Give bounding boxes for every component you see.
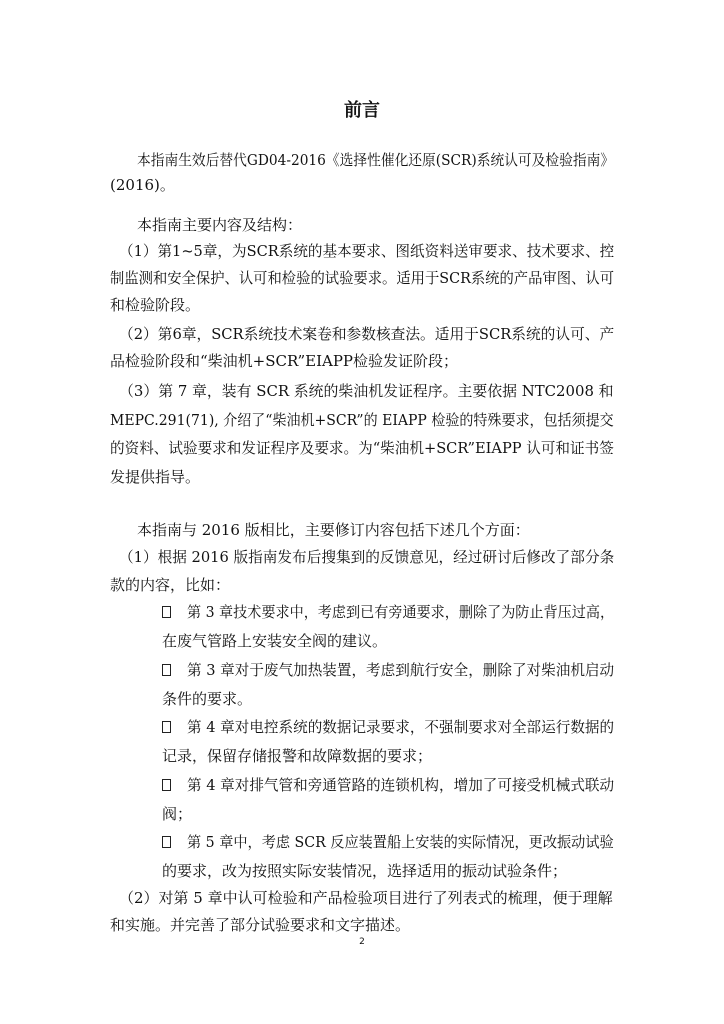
- structure-item-3-line-2: MEPC.291(71), 介绍了“柴油机+SCR”的 EIAPP 检验的特殊要求，包括须提交: [110, 411, 614, 429]
- structure-item-3-line-4: 发提供指导。: [110, 468, 201, 486]
- structure-item-2-line-2: 品检验阶段和“柴油机+SCR”EIAPP检验发证阶段；: [110, 352, 459, 370]
- revision-item-1-line-2: 款的内容，比如：: [110, 576, 231, 594]
- structure-item-1-line-1: （1）第1~5章，为SCR系统的基本要求、图纸资料送审要求、技术要求、控: [119, 242, 615, 260]
- bullet-1-line-2: 在废气管路上安装安全阀的建议。: [162, 632, 388, 650]
- revisions-heading: 本指南与 2016 版相比，主要修订内容包括下述几个方面：: [137, 521, 530, 539]
- structure-item-3-line-3: 的资料、试验要求和发证程序及要求。为“柴油机+SCR”EIAPP 认可和证书签: [110, 439, 614, 457]
- bullet-3-line-1: 第 4 章对电控系统的数据记录要求，不强制要求对全部运行数据的: [187, 718, 615, 736]
- structure-item-1-line-3: 和检验阶段。: [110, 296, 201, 314]
- bullet-5-line-2: 的要求，改为按照实际安装情况，选择适用的振动试验条件；: [162, 862, 568, 880]
- bullet-icon: [162, 721, 171, 733]
- bullet-5-line-1: 第 5 章中，考虑 SCR 反应装置船上安装的实际情况，更改振动试验: [187, 833, 614, 851]
- structure-item-3-line-1: （3）第 7 章，装有 SCR 系统的柴油机发证程序。主要依据 NTC2008 和: [119, 382, 614, 400]
- bullet-icon: [162, 664, 171, 676]
- bullet-4-line-1: 第 4 章对排气管和旁通管路的连锁机构，增加了可接受机械式联动: [187, 776, 615, 794]
- bullet-1-line-1: 第 3 章技术要求中，考虑到已有旁通要求，删除了为防止背压过高，: [187, 603, 615, 621]
- bullet-3-line-2: 记录，保留存储报警和故障数据的要求；: [162, 747, 433, 765]
- bullet-4-line-2: 阀；: [162, 805, 193, 823]
- bullet-icon: [162, 779, 171, 791]
- intro-line-1: 本指南生效后替代GD04-2016《选择性催化还原(SCR)系统认可及检验指南》: [137, 151, 615, 169]
- bullet-icon: [162, 606, 171, 618]
- structure-item-1-line-2: 制监测和安全保护、认可和检验的试验要求。适用于SCR系统的产品审图、认可: [110, 269, 615, 287]
- page-number: 2: [359, 937, 365, 947]
- structure-item-2-line-1: （2）第6章，SCR系统技术案卷和参数核查法。适用于SCR系统的认可、产: [119, 325, 615, 343]
- bullet-2-line-1: 第 3 章对于废气加热装置，考虑到航行安全，删除了对柴油机启动: [187, 661, 615, 679]
- bullet-2-line-2: 条件的要求。: [162, 690, 253, 708]
- bullet-icon: [162, 836, 171, 848]
- revision-item-2-line-1: （2）对第 5 章中认可检验和产品检验项目进行了列表式的梳理，便于理解: [119, 889, 613, 907]
- intro-line-2: (2016)。: [110, 176, 175, 194]
- revision-item-2-line-2: 和实施。并完善了部分试验要求和文字描述。: [110, 916, 411, 934]
- revision-item-1-line-1: （1）根据 2016 版指南发布后搜集到的反馈意见，经过研讨后修改了部分条: [119, 548, 615, 566]
- page-title: 前言: [344, 100, 380, 121]
- structure-heading: 本指南主要内容及结构：: [137, 216, 303, 234]
